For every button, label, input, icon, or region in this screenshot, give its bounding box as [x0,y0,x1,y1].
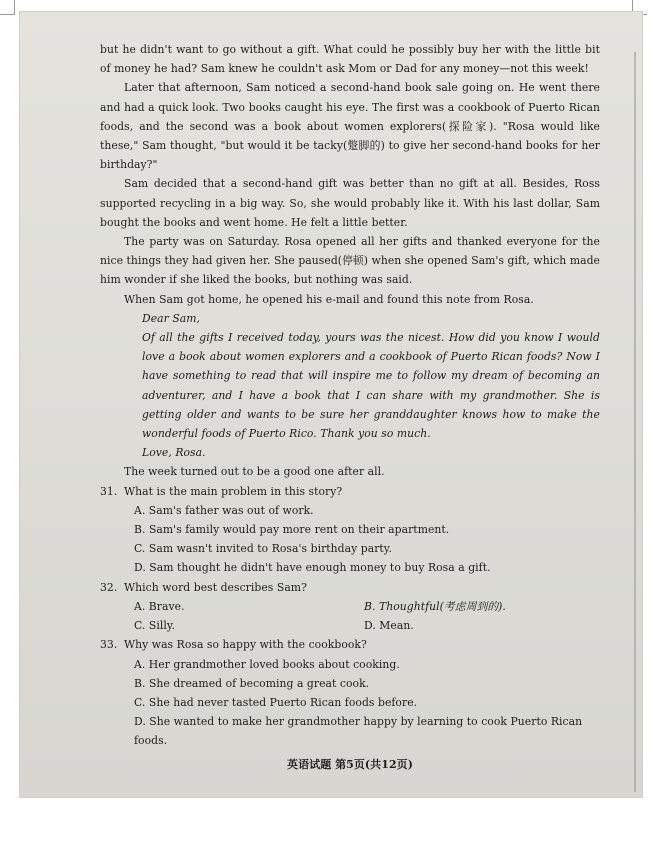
option-c: C. She had never tasted Puerto Rican foods before. [134,695,418,709]
question-number: 31. [100,484,118,498]
option-c: C. Silly. [134,619,176,633]
question-text: Which word best describes Sam? [124,580,307,594]
question-text: What is the main problem in this story? [124,484,343,498]
option-a: A. Sam's father was out of work. [134,503,314,517]
option-a: A. Her grandmother loved books about cooking. [134,657,400,671]
story-paragraph-3: Sam decided that a second-hand gift was better than no gift at all. Besides, Ross supported recycling in a big way. So, she would probably like it. With his last dollar, Sam bought the books and went home. He felt a little better. [100,177,600,229]
question-number: 33. [100,638,118,652]
question-31 [100,482,600,578]
letter-body: Of all the gifts I received today, yours was the nicest. How did you know I would love a book about women explorers and a cookbook of Puerto Rican foods? Now I have something to read that will inspire me to follow my dream of becoming an adventurer, and I have a book that I can share with my grandmother. She is getting older and wants to be sure her granddaughter knows how to make the wonderful foods of Puerto Rico. Thank you so much. [142,331,600,441]
option-a: A. Brave. [134,599,185,613]
question-number: 32. [100,580,118,594]
story-paragraph-5: When Sam got home, he opened his e-mail and found this note from Rosa. [124,292,534,306]
story-paragraph-6: The week turned out to be a good one after all. [124,465,385,479]
rosa-email-letter [142,309,600,463]
question-33 [100,635,600,750]
page-binding-shadow [634,52,636,792]
story-paragraph-1: but he didn't want to go without a gift. What could he possibly buy her with the little bit of money he had? Sam knew he couldn't ask Mom or Dad for any money—not this week! [100,43,600,76]
letter-salutation: Dear Sam, [142,311,201,325]
page-footer: 英语试题 第5页(共12页) [287,757,413,771]
letter-closing: Love, Rosa. [142,446,206,460]
story-paragraph-2: Later that afternoon, Sam noticed a second-hand book sale going on. He went there and had a quick look. Two books caught his eye. The first was a cookbook of Puerto Rican foods, and the second was a book about women explorers(探险家). "Rosa would like these," Sam thought, "but would it be tacky(蹩脚的) to give her second-hand books for her birthday?" [100,81,600,172]
exam-page-text [100,40,600,785]
option-b: B. Thoughtful(考虑周到的). [364,599,506,613]
option-b: B. She dreamed of becoming a great cook. [134,676,370,690]
option-b: B. Sam's family would pay more rent on their apartment. [134,523,450,537]
option-d: D. Mean. [364,619,414,633]
story-paragraph-4: The party was on Saturday. Rosa opened all her gifts and thanked everyone for the nice things they had given her. She paused(停顿) when she opened Sam's gift, which made him wonder if she liked the books, but nothing was said. [100,235,600,287]
crop-mark-top-left [0,0,15,15]
option-d: D. Sam thought he didn't have enough money to buy Rosa a gift. [134,561,491,575]
option-c: C. Sam wasn't invited to Rosa's birthday party. [134,542,393,556]
question-text: Why was Rosa so happy with the cookbook? [124,638,367,652]
option-d: D. She wanted to make her grandmother happy by learning to cook Puerto Rican foods. [134,715,583,748]
question-32 [100,578,600,636]
